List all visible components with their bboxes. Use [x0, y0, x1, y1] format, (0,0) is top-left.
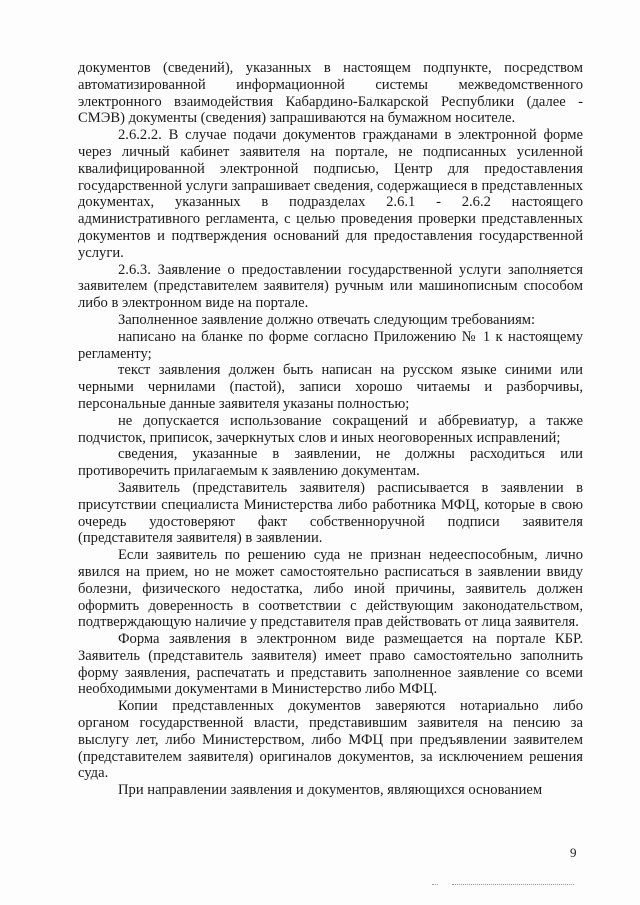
page-number: 9 [570, 845, 577, 860]
paragraph-11: Форма заявления в электронном виде размещается на портале КБР. Заявитель (представитель заявителя) имеет право самостоятельно заполнить форму заявления, распечатать и представить заполненное заявление со всеми необходимыми документами в Министерство либо МФЦ. [78, 631, 583, 698]
paragraph-5: написано на бланке по форме согласно Приложению № 1 к настоящему регламенту; [78, 328, 583, 362]
paragraph-9: Заявитель (представитель заявителя) расписывается в заявлении в присутствии специалиста Министерства либо работника МФЦ, которые в свою очередь удостоверяют факт собственноручной подписи заявителя (представителя заявителя) в заявлении. [78, 479, 583, 547]
scan-artifact-line [452, 884, 574, 886]
paragraph-10: Если заявитель по решению суда не признан недееспособным, лично явился на прием, но не может самостоятельно расписаться в заявлении ввиду болезни, физического недостатка, либо иной причины, заявитель должен оформить доверенность в соответствии с действующим законодательством, подтверждающую наличие у представителя прав действовать от лица заявителя. [78, 547, 583, 631]
paragraph-3: 2.6.3. Заявление о предоставлении государственной услуги заполняется заявителем (представителем заявителя) ручным или машинописным способом либо в электронном виде на портале. [78, 261, 583, 312]
paragraph-13: При направлении заявления и документов, являющихся основанием [118, 782, 543, 799]
document-body [78, 60, 583, 799]
paragraph-2: 2.6.2.2. В случае подачи документов гражданами в электронной форме через личный кабинет заявителя на портале, не подписанных усиленной квалифицированной электронной подписью, Центр для предоставления государственной услуги запрашивает сведения, содержащиеся в представленных документах, указанных в подразделах 2.6.1 - 2.6.2 настоящего административного регламента, с целью проведения проверки представленных документов и подтверждения оснований для предоставления государственной услуги. [78, 127, 583, 261]
paragraph-12: Копии представленных документов заверяются нотариально либо органом государственной власти, представившим заявителя на пенсию за выслугу лет, либо Министерством, либо МФЦ при предъявлении заявителем (представителем заявителя) оригиналов документов, за исключением решения суда. [78, 698, 583, 782]
paragraph-8: сведения, указанные в заявлении, не должны расходиться или противоречить прилагаемым к заявлению документам. [78, 446, 583, 480]
scan-artifact-dot [432, 884, 438, 886]
paragraph-6: текст заявления должен быть написан на русском языке синими или черными чернилами (пастой), записи хорошо читаемы и разборчивы, персональные данные заявителя указаны полностью; [78, 362, 583, 412]
paragraph-4: Заполненное заявление должно отвечать следующим требованиям: [118, 311, 536, 328]
paragraph-7: не допускается использование сокращений и аббревиатур, а также подчисток, приписок, зачеркнутых слов и иных неоговоренных исправлений; [78, 412, 583, 446]
paragraph-1: документов (сведений), указанных в настоящем подпункте, посредством автоматизированной информационной системы межведомственного электронного взаимодействия Кабардино-Балкарской Республики (далее - СМЭВ) документы (сведения) запрашиваются на бумажном носителе. [78, 60, 583, 127]
